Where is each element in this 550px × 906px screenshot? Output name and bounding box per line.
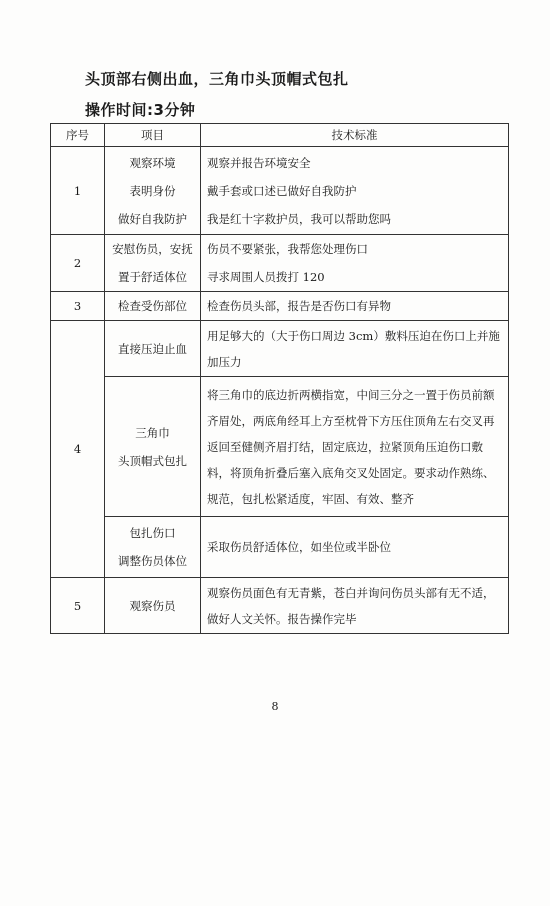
standard-line: 我是红十字救护员，我可以帮助您吗 bbox=[207, 211, 391, 226]
row-standard bbox=[201, 147, 509, 235]
page-number: 8 bbox=[271, 700, 279, 713]
table-row bbox=[51, 235, 509, 292]
table-header-row bbox=[51, 124, 509, 147]
standard-line: 观察并报告环境安全 bbox=[207, 155, 311, 170]
row-item: 观察伤员 bbox=[105, 578, 201, 634]
item-line: 头顶帽式包扎 bbox=[118, 453, 187, 468]
row-item bbox=[105, 377, 201, 517]
row-standard bbox=[201, 578, 509, 634]
standard-text: 用足够大的（大于伤口周边 3cm）敷料压迫在伤口上并施加压力 bbox=[207, 328, 500, 369]
table-row bbox=[51, 147, 509, 235]
standard-line: 戴手套或口述已做好自我防护 bbox=[207, 183, 357, 198]
item-line: 观察环境 bbox=[129, 155, 176, 170]
item-line: 做好自我防护 bbox=[118, 211, 187, 226]
row-standard: 采取伤员舒适体位，如坐位或半卧位 bbox=[201, 517, 509, 578]
row-standard bbox=[201, 321, 509, 377]
time-label: 操作时间:3分钟 bbox=[85, 101, 196, 119]
table-row bbox=[51, 321, 509, 377]
item-line: 置于舒适体位 bbox=[118, 270, 187, 284]
document-title: 头顶部右侧出血，三角巾头顶帽式包扎 bbox=[85, 70, 349, 88]
table-row bbox=[51, 578, 509, 634]
row-standard bbox=[201, 235, 509, 292]
row-item: 检查受伤部位 bbox=[105, 292, 201, 321]
row-number: 3 bbox=[51, 292, 105, 321]
row-standard bbox=[201, 377, 509, 517]
standards-table bbox=[50, 123, 509, 634]
table-row bbox=[51, 292, 509, 321]
row-number: 1 bbox=[51, 147, 105, 235]
item-line: 包扎伤口 bbox=[129, 526, 176, 540]
item-line: 三角巾 bbox=[135, 425, 170, 440]
row-item bbox=[105, 235, 201, 292]
row-standard: 检查伤员头部，报告是否伤口有异物 bbox=[201, 292, 509, 321]
row-number: 2 bbox=[51, 235, 105, 292]
table-row bbox=[51, 517, 509, 578]
item-line: 表明身份 bbox=[129, 183, 176, 198]
row-item bbox=[105, 147, 201, 235]
item-line: 调整伤员体位 bbox=[118, 554, 187, 568]
table-row bbox=[51, 377, 509, 517]
header-number: 序号 bbox=[51, 124, 105, 147]
header-item: 项目 bbox=[105, 124, 201, 147]
standard-line: 伤员不要紧张，我帮您处理伤口 bbox=[207, 242, 368, 256]
header-standard: 技术标准 bbox=[201, 124, 509, 147]
standard-text: 观察伤员面色有无青紫，苍白并询问伤员头部有无不适，做好人文关怀。报告操作完毕 bbox=[207, 585, 495, 626]
standard-line: 寻求周围人员拨打 120 bbox=[207, 270, 325, 284]
standard-text: 将三角巾的底边折两横指宽，中间三分之一置于伤员前额齐眉处，两底角经耳上方至枕骨下方压住顶角左右交叉再返回至健侧齐眉打结，固定底边，拉紧顶角压迫伤口敷料，将顶角折叠后塞入底角交叉处固定。要求动作熟练、规范，包扎松紧适度，牢固、有效、整齐 bbox=[207, 387, 495, 506]
row-number: 4 bbox=[51, 321, 105, 578]
row-item bbox=[105, 517, 201, 578]
row-number: 5 bbox=[51, 578, 105, 634]
row-item: 直接压迫止血 bbox=[105, 321, 201, 377]
item-line: 安慰伤员，安抚 bbox=[112, 242, 193, 256]
